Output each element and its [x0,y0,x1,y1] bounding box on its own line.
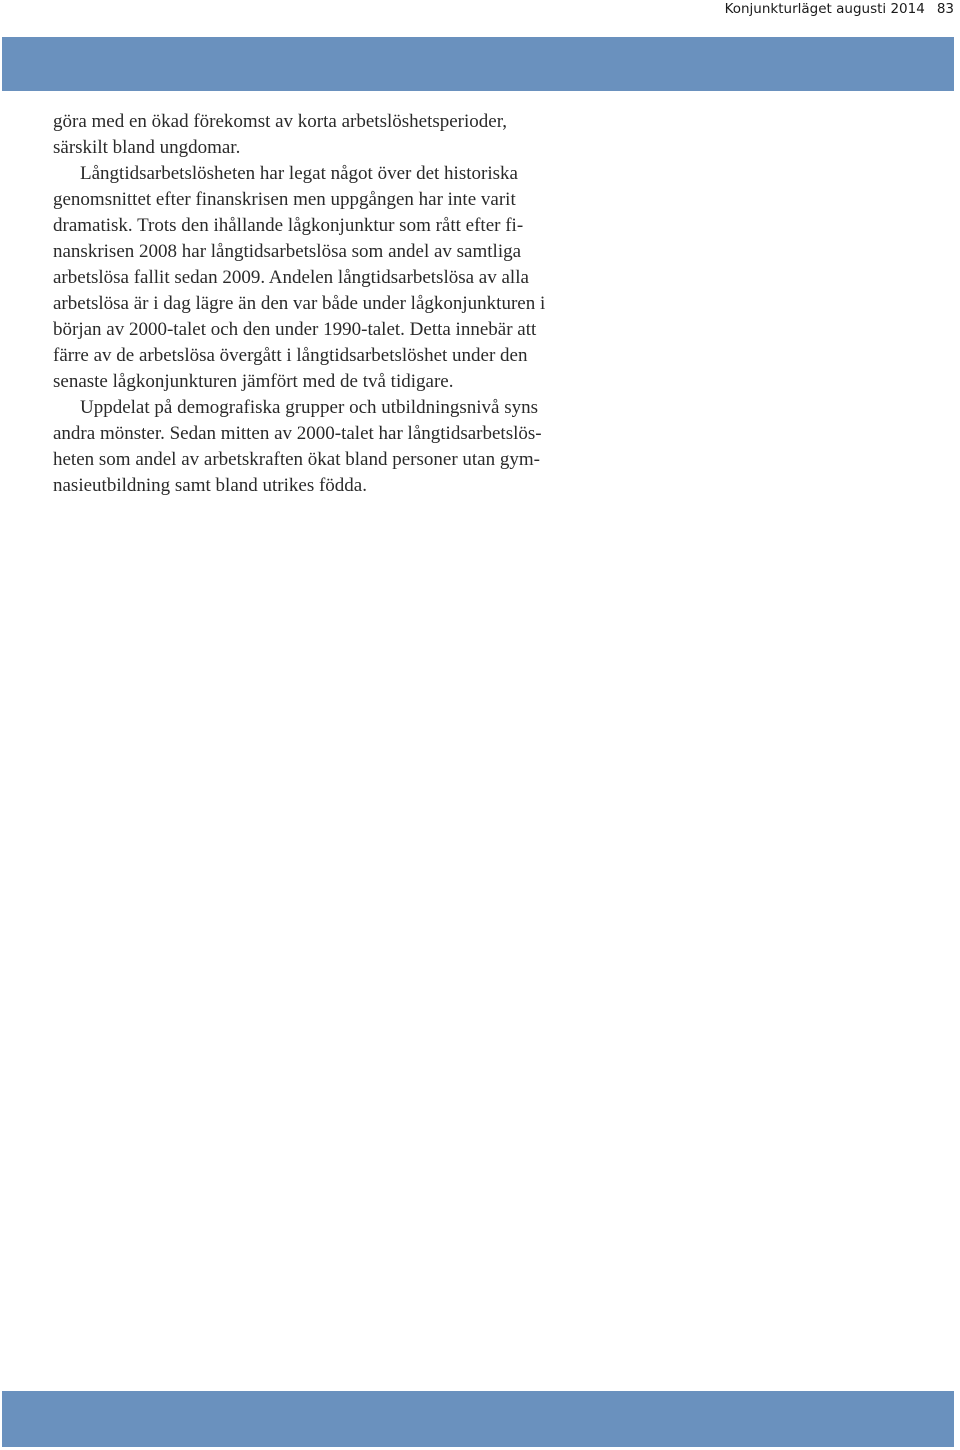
paragraph-2 [53,161,583,395]
page-number: 83 [936,1,954,17]
text-line: andra mönster. Sedan mitten av 2000-talet har långtidsarbetslös- [53,423,542,444]
text-line: färre av de arbetslösa övergått i långtidsarbetslöshet under den [53,345,528,366]
text-line: senaste lågkonjunkturen jämfört med de två tidigare. [53,371,454,392]
text-line: nanskrisen 2008 har långtidsarbetslösa som andel av samtliga [53,241,522,262]
top-decorative-band [2,37,954,91]
text-line: Långtidsarbetslösheten har legat något över det historiska [80,163,518,184]
text-line: genomsnittet efter finanskrisen men uppgången har inte varit [53,189,516,210]
text-line: heten som andel av arbetskraften ökat bland personer utan gym- [53,449,540,470]
publication-title: Konjunkturläget augusti 2014 [724,1,925,17]
text-line: arbetslösa är i dag lägre än den var både under lågkonjunkturen i [53,293,546,314]
paragraph-1 [53,109,583,161]
text-line: särskilt bland ungdomar. [53,137,241,158]
text-line: Uppdelat på demografiska grupper och utbildningsnivå syns [80,397,539,418]
text-line: dramatisk. Trots den ihållande lågkonjunktur som rått efter fi- [53,215,524,236]
bottom-decorative-band [2,1391,954,1447]
text-line: nasieutbildning samt bland utrikes födda. [53,475,367,496]
paragraph-3 [53,395,583,499]
text-line: göra med en ökad förekomst av korta arbetslöshetsperioder, [53,111,508,132]
body-text [53,109,583,499]
text-line: arbetslösa fallit sedan 2009. Andelen långtidsarbetslösa av alla [53,267,529,288]
running-header [725,1,954,17]
text-line: början av 2000-talet och den under 1990-talet. Detta innebär att [53,319,537,340]
